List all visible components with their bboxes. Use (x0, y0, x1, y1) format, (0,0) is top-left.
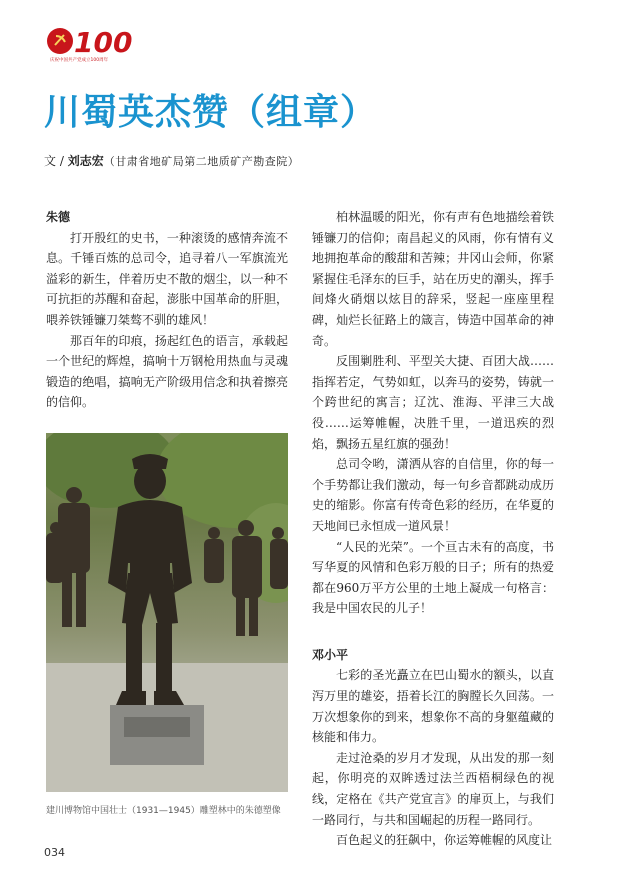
author-affiliation: （甘肃省地矿局第二地质矿产勘查院） (103, 155, 300, 168)
article-title: 川蜀英杰赞（组章） (44, 91, 378, 133)
right-column (312, 207, 554, 851)
photo-caption: 建川博物馆中国壮士（1931—1945）雕塑林中的朱德塑像 (46, 806, 281, 816)
paragraph: 百色起义的狂飙中，你运筹帷幄的风度让 (336, 833, 553, 848)
section-spacer (312, 619, 554, 645)
logo-caption: 庆祝中国共产党成立100周年 (50, 58, 109, 63)
paragraph: 七彩的圣光矗立在巴山蜀水的额头，以直泻万里的雄姿，捂着长江的胸膛长久回荡。一万次想象你的到来，想象你不高的身躯蕴藏的核能和伟力。 (312, 668, 554, 745)
byline-prefix: 文 / (44, 154, 68, 168)
statue-photo (46, 433, 288, 792)
centenary-logo (46, 24, 146, 70)
paragraph: 柏林温暖的阳光，你有声有色地描绘着铁锤镰刀的信仰；南昌起义的风雨，你有情有义地拥抱革命的酸甜和苦辣；井冈山会师，你紧紧握住毛泽东的巨手，站在历史的潮头，挥手间烽火硝烟以炫目的辞采，竖起一座座里程碑，灿烂长征路上的箴言，铸造中国革命的神奇。 (312, 210, 554, 348)
paragraph: 走过沧桑的岁月才发现，从出发的那一刻起，你明亮的双眸透过法兰西梧桐绿色的视线，定格在《共产党宣言》的扉页上，与我们一路同行，与共和国崛起的历程一路同行。 (312, 750, 554, 827)
paragraph: 那百年的印痕，扬起红色的语言，承载起一个世纪的辉煌，搞响十万钢枪用热血与灵魂锻造的绝唱，搞响无产阶级用信念和执着擦亮的信仰。 (46, 333, 288, 410)
left-column (46, 207, 288, 413)
svg-text:100: 100 (74, 26, 133, 58)
paragraph: 打开殷红的史书，一种滚烫的感情奔流不息。千锤百炼的总司令，追寻着八一军旗流光溢彩的新生，伴着历史不散的烟尘，以一种不可抗拒的苏醒和奋起，澎胀中国革命的肝胆，喂养铁锤镰刀桀骜不驯的雄风！ (46, 230, 288, 327)
page-number: 034 (44, 846, 65, 859)
author-name: 刘志宏 (67, 154, 104, 168)
party-emblem-icon (46, 24, 146, 58)
byline (44, 152, 299, 169)
paragraph: “人民的光荣”。一个亘古未有的高度，书写华夏的风情和色彩万般的日子；所有的热爱都在960万平方公里的土地上凝成一句格言：我是中国农民的儿子！ (312, 539, 554, 616)
paragraph: 反围剿胜利、平型关大捷、百团大战……指挥若定，气势如虹，以奔马的姿势，铸就一个跨世纪的寓言；辽沈、淮海、平津三大战役……运筹帷幄，决胜千里，一道迅疾的烈焰，飘扬五星红旗的强劲！ (312, 354, 554, 451)
section-heading-dengxiaoping: 邓小平 (312, 647, 349, 662)
paragraph: 总司令哟，潇洒从容的自信里，你的每一个手势都让我们激动，每一句乡音都跳动成历史的缩影。你富有传奇色彩的经历，在华夏的天地间已永恒成一道风景！ (312, 457, 554, 533)
section-heading-zhude: 朱德 (46, 210, 71, 224)
